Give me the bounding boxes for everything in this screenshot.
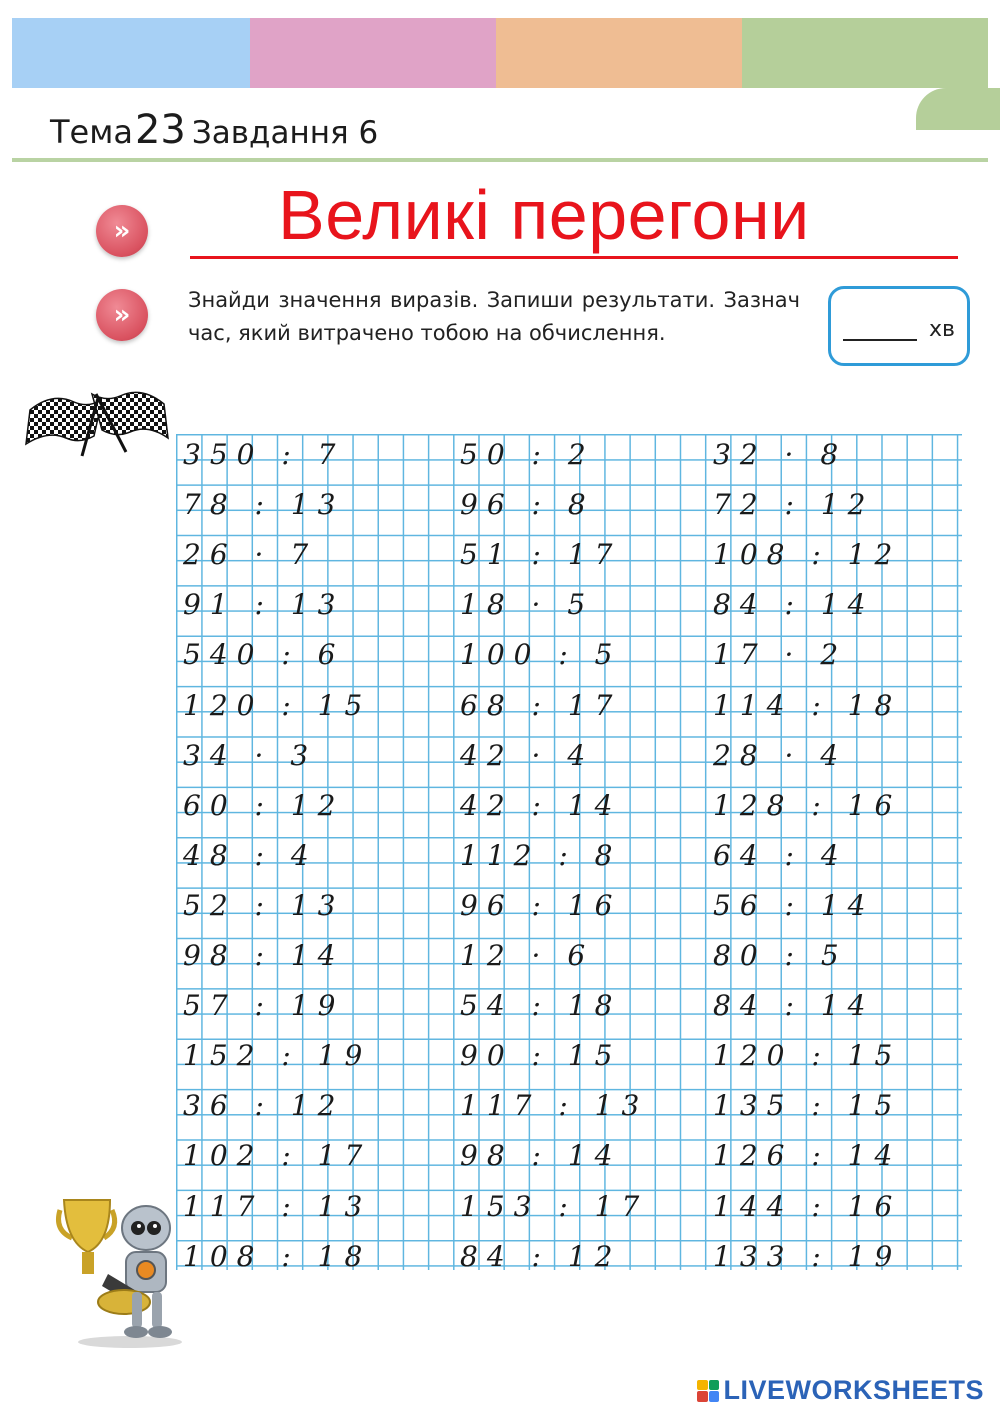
expression-item: 100 : 5: [460, 638, 622, 672]
expression-item: 120 : 15: [713, 1039, 902, 1073]
expression-item: 120 : 15: [183, 688, 372, 722]
expression-item: 72 : 12: [713, 488, 875, 522]
color-band-pink: [250, 18, 496, 88]
expression-item: 96 : 16: [460, 888, 622, 922]
expression-item: 84 : 12: [460, 1239, 622, 1273]
checkered-flags-icon: [22, 378, 172, 458]
expression-item: 540 : 6: [183, 638, 345, 672]
color-band-orange: [496, 18, 742, 88]
color-band-blue: [12, 18, 250, 88]
expression-item: 12 · 6: [460, 939, 595, 972]
expression-item: 64 : 4: [713, 838, 848, 872]
topic-number: 23: [134, 107, 186, 153]
expression-item: 114 : 18: [713, 688, 902, 722]
brand-footer: [697, 1375, 984, 1406]
expression-item: 51 : 17: [460, 538, 622, 572]
color-band-green: [742, 18, 988, 88]
expression-item: 84 : 14: [713, 588, 875, 622]
title-underline: [190, 256, 958, 259]
expression-item: 126 : 14: [713, 1139, 902, 1173]
expression-item: 128 : 16: [713, 788, 902, 822]
time-answer-line[interactable]: [843, 339, 917, 341]
expression-item: 152 : 19: [183, 1039, 372, 1073]
expression-item: 84 : 14: [713, 989, 875, 1023]
task-label: Завдання 6: [191, 115, 379, 151]
expression-item: 36 : 12: [183, 1089, 345, 1123]
liveworksheets-logo-icon: [697, 1380, 719, 1402]
expression-item: 26 · 7: [183, 538, 318, 572]
topic-label: Тема: [50, 113, 133, 151]
expression-item: 18 · 5: [460, 588, 595, 622]
expression-item: 80 : 5: [713, 939, 848, 972]
expression-item: 98 : 14: [460, 1139, 622, 1173]
expression-item: 102 : 17: [183, 1139, 372, 1173]
double-chevron-right-icon: »: [96, 289, 148, 341]
expression-item: 91 : 13: [183, 588, 345, 622]
expression-item: 350 : 7: [183, 438, 345, 471]
expression-item: 90 : 15: [460, 1039, 622, 1073]
expression-item: 78 : 13: [183, 488, 345, 522]
expression-item: 133 : 19: [713, 1239, 902, 1273]
header-tab: [916, 88, 1000, 130]
expression-item: 135 : 15: [713, 1089, 902, 1123]
expression-item: 56 : 14: [713, 888, 875, 922]
time-box: [828, 286, 970, 366]
expression-item: 108 : 18: [183, 1239, 372, 1273]
expression-item: 60 : 12: [183, 788, 345, 822]
brand-name: LIVEWORKSHEETS: [723, 1375, 984, 1405]
expression-item: 117 : 13: [183, 1189, 372, 1223]
expression-item: 54 : 18: [460, 989, 622, 1023]
expression-item: 108 : 12: [713, 538, 902, 572]
expression-item: 153 : 17: [460, 1189, 649, 1223]
expression-item: 96 : 8: [460, 488, 595, 522]
page-title: Великі перегони: [278, 176, 810, 254]
expression-item: 98 : 14: [183, 939, 345, 972]
expression-item: 32 · 8: [713, 438, 848, 471]
expression-item: 50 : 2: [460, 438, 595, 471]
robot-trophy-icon: [48, 1170, 198, 1350]
expression-item: 57 : 19: [183, 989, 345, 1023]
expression-item: 48 : 4: [183, 838, 318, 872]
expression-item: 42 · 4: [460, 738, 595, 772]
expression-item: 42 : 14: [460, 788, 622, 822]
expression-item: 68 : 17: [460, 688, 622, 722]
expression-item: 144 : 16: [713, 1189, 902, 1223]
time-unit-label: хв: [929, 317, 955, 342]
expression-item: 117 : 13: [460, 1089, 649, 1123]
expression-item: 17 · 2: [713, 638, 848, 672]
expression-item: 28 · 4: [713, 738, 848, 772]
expression-item: 34 · 3: [183, 738, 318, 772]
header-divider: [12, 158, 988, 162]
instruction-text: Знайди значення виразів. Запиши результати. Зазнач час, який витрачено тобою на обчислення.: [188, 288, 800, 345]
expression-item: 112 : 8: [460, 838, 622, 872]
expression-item: 52 : 13: [183, 888, 345, 922]
topic-heading: [50, 107, 378, 153]
double-chevron-right-icon: »: [96, 205, 148, 257]
